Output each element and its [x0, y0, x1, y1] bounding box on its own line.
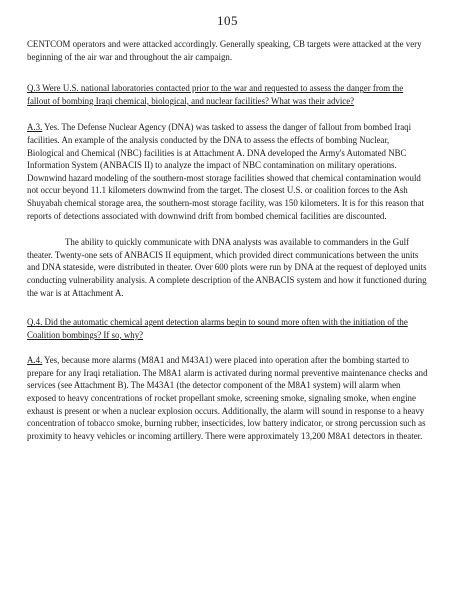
continuation-paragraph: CENTCOM operators and were attacked accordingly. Generally speaking, CB targets were attacked at the very beginning of the air war and throughout the air campaign. [27, 39, 422, 62]
page-number: 105 [217, 13, 238, 28]
answer-3-text: Yes. The Defense Nuclear Agency (DNA) was tasked to assess the danger of fallout from bombed Iraqi facilities. An example of the analysis conducted by the DNA to assess the effects of bombing Nuclear, Biological and Chemical (NBC) facilities is at Attachment A. DNA developed the Army's Automated NBC Information System (ANBACIS II) to analyze the impact of NBC contamination on military operations. Downwind hazard modeling of the southern-most storage facilities showed that chemical contamination would not occur beyond 11.1 kilometers downwind from the target. The closest U.S. or coalition forces to the Ash Shuyabah chemical storage area, the southern-most storage facility, was 150 kilometers. It is for this reason that reports of detections associated with downwind drift from bombed chemical facilities are discounted. [27, 122, 424, 221]
answer-4 [27, 354, 428, 442]
question-4: Q.4. Did the automatic chemical agent detection alarms begin to sound more often with the initiation of the Coalition bombings? If so, why? [27, 317, 408, 340]
answer-3-label: A.3. [27, 122, 43, 133]
answer-4-text: Yes, because more alarms (M8A1 and M43A1) were placed into operation after the bombing started to prepare for any Iraqi retaliation. The M8A1 alarm is activated during normal preventive maintenance checks and services (see Attachment B). The M43A1 (the detector component of the M8A1 system) will alarm when exposed to heavy concentrations of rocket propellant smoke, screening smoke, signaling smoke, when engine exhaust is present or when a nuclear explosion occurs. Additionally, the alarm will sound in response to a heavy concentration of tobacco smoke, burning rubber, insecticides, low battery indicator, or strong percussion such as proximity to heavy vehicles or incoming artillery. There were approximately 13,200 M8A1 detectors in theater. [27, 355, 428, 441]
dna-communication-paragraph: The ability to quickly communicate with DNA analysts was available to commanders in the Gulf theater. Twenty-one sets of ANBACIS II equipment, which provided direct communications between the units and DNA stateside, were distributed in theater. Over 600 plots were run by DNA at the request of deployed units conducting vulnerability analysis. A complete description of the ANBACIS system and how it functioned during the war is at Attachment A. [27, 237, 427, 298]
answer-3 [27, 121, 428, 222]
question-3: Q.3 Were U.S. national laboratories contacted prior to the war and requested to assess the danger from the fallout of bombing Iraqi chemical, biological, and nuclear facilities? What was their advice? [27, 83, 404, 106]
answer-4-label: A.4. [27, 355, 43, 366]
